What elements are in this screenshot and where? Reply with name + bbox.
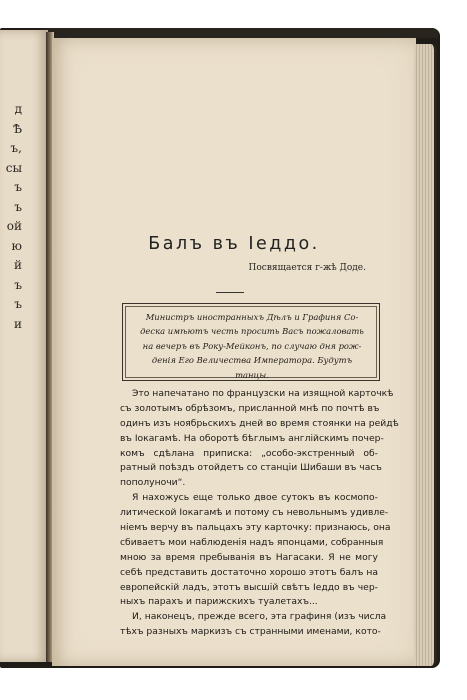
- text-line: ныхъ парахъ и парижскихъ туалетахъ...: [120, 596, 318, 608]
- left-page: [0, 30, 48, 662]
- text-line: Это напечатано по французски на изящной карточкѣ: [132, 388, 394, 399]
- left-line: и: [14, 316, 22, 331]
- invitation-text: [131, 310, 373, 382]
- cover-top-edge: [40, 28, 438, 38]
- invitation-line: денія Его Величества Императора. Будутъ: [151, 355, 353, 366]
- text-line: европейскій ладъ, этотъ высшій свѣтъ Іеддо въ чер-: [120, 581, 378, 593]
- text-line: Я нахожусь еще только двое сутокъ въ космопо-: [132, 492, 378, 504]
- text-line: пополуночи“.: [120, 477, 186, 489]
- text-line: комъ сдѣлана приписка: „особо-экстренный об-: [120, 447, 378, 459]
- left-line: ъ: [14, 277, 22, 292]
- text-line: сбиваетъ мои наблюденія надъ японцами, собранныя: [120, 536, 384, 548]
- text-line: И, наконецъ, прежде всего, эта графиня (изъ числа: [132, 611, 387, 623]
- text-line: ратный поѣздъ отойдетъ со станціи Шибаши въ часъ: [120, 462, 382, 474]
- text-line: мною за время пребыванія въ Нагасаки. Я не могу: [120, 551, 378, 563]
- invitation-line: на вечеръ въ Року-Мейконъ, по случаю дня рож-: [142, 340, 362, 351]
- dedication: Посвящается г-жѣ Доде.: [248, 263, 366, 273]
- text-line: ніемъ верчу въ пальцахъ эту карточку: признаюсь, она: [120, 522, 391, 534]
- left-line: сы: [5, 160, 22, 175]
- left-line: й: [14, 258, 22, 272]
- left-line: ъ: [14, 199, 22, 214]
- text-line: въ Іокагамѣ. На оборотѣ бѣглымъ англійскимъ почер-: [120, 432, 384, 444]
- left-line: ъ: [14, 297, 22, 311]
- body-text: [120, 388, 399, 641]
- title-divider: [216, 292, 244, 293]
- left-line: ой: [6, 219, 22, 233]
- left-line: Ѣ: [12, 121, 22, 136]
- invitation-box: [122, 303, 380, 381]
- text-line: съ золотымъ обрѣзомъ, присланной мнѣ по почтѣ въ: [120, 402, 380, 414]
- invitation-line: деска имѣютъ честь просить Васъ пожаловать: [140, 326, 364, 337]
- text-line: себѣ представить достаточно хорошо этотъ балъ на: [120, 566, 378, 578]
- left-page-text: [2, 100, 22, 334]
- left-line: ъ: [14, 180, 22, 194]
- page-title: Балъ въ Іеддо.: [148, 234, 320, 254]
- invitation-line: танцы.: [235, 369, 269, 380]
- page-edges: [414, 44, 437, 666]
- left-line: д: [14, 102, 22, 116]
- invitation-line: Министръ иностранныхъ Дѣлъ и Графиня Со-: [145, 312, 359, 322]
- left-line: ъ,: [10, 141, 22, 155]
- text-line: одинъ изъ ноябрьскихъ дней во время стоянки на рейдѣ: [120, 417, 399, 429]
- text-line: литической Іокагамѣ и потому съ невольнымъ удивле-: [120, 507, 389, 519]
- left-line: ю: [11, 238, 22, 253]
- text-line: тѣхъ разныхъ маркизъ съ странными именами, кото-: [120, 626, 381, 638]
